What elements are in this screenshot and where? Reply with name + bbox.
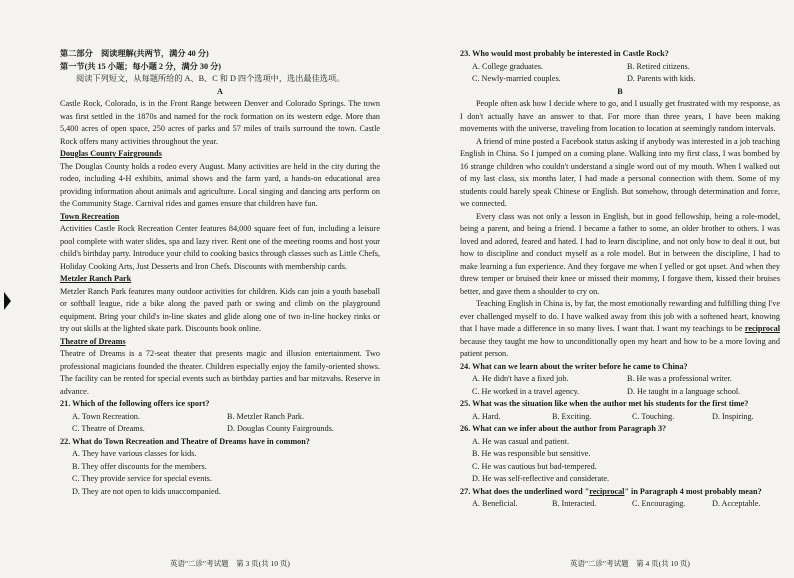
question-21: 21. Which of the following offers ice sport? xyxy=(60,399,210,408)
subsection-title: 第一节(共 15 小题；每小题 2 分，满分 30 分) xyxy=(60,61,222,71)
option: D. Douglas County Fairgrounds. xyxy=(227,424,334,433)
underlined-word: reciprocal xyxy=(589,486,625,496)
question-25-options xyxy=(460,411,780,424)
question-22-options xyxy=(60,448,380,498)
left-column xyxy=(60,48,380,498)
question-27 xyxy=(460,486,780,499)
option: C. Theatre of Dreams. xyxy=(72,424,145,433)
section-text: Theatre of Dreams is a 72-seat theater that presents magic and illusion entertainment. Two professional magicians founded the theater. Children especially enjoy the family-oriented shows. The facility can be rented for special events such as birthday parties and bar mitzvahs. Reserve in advance. xyxy=(60,349,380,396)
section-heading: Theatre of Dreams xyxy=(60,336,126,346)
question-22: 22. What do Town Recreation and Theatre of Dreams have in common? xyxy=(60,436,310,446)
underlined-word: reciprocal xyxy=(744,324,780,333)
option: D. They are not open to kids unaccompanied. xyxy=(72,486,221,496)
section-text: The Douglas County holds a rodeo every August. Many activities are held in the city during the rodeo, including 4-H exhibits, animal shows and the farm yard, a hands-on educational area providing information about animals and agriculture. Local singing and dancing arts perform on the Community Stage. Carnival rides and games ensure that children have fun. xyxy=(60,161,380,208)
question-24: 24. What can we learn about the writer before he came to China? xyxy=(460,361,688,371)
section-title: 第二部分 阅读理解(共两节，满分 40 分) xyxy=(60,49,209,58)
paragraph-4-end: because they taught me how to unconditionally open my heart and how to be a more loving and patient person. xyxy=(460,336,780,358)
option: B. Exciting. xyxy=(552,411,592,421)
question-23-options xyxy=(460,61,780,86)
question-24-options xyxy=(460,373,780,398)
passage-intro: Castle Rock, Colorado, is in the Front Range between Denver and Colorado Springs. The town was first settled in the 1870s and named for the rock formation on its western edge. More than 5,400 acres of open space, 250 acres of parks and 57 miles of trails surround the town. Castle Rock offers many activities throughout the year. xyxy=(60,99,380,146)
option: C. Newly-married couples. xyxy=(472,74,561,83)
question-27-options xyxy=(460,498,780,511)
question-21-options xyxy=(60,411,380,436)
section-text: Activities Castle Rock Recreation Center features 84,000 square feet of fun, including a leisure pool complete with water slides, spa and lazy river. Rent one of the meeting rooms and host your child's birthday party. Introduce your child to cooking basics through classes such as Little Chefs, Holiday Cooking Arts, Just Desserts and Iron Chefs. Discounts with membership cards. xyxy=(60,224,380,271)
page-edge-marker xyxy=(4,292,11,310)
page-footer-left: 英语"二诊"考试题 第 3 页(共 10 页) xyxy=(170,559,290,568)
option: A. He didn't have a fixed job. xyxy=(472,374,569,383)
option: A. He was casual and patient. xyxy=(472,436,570,446)
option: B. He was responsible but sensitive. xyxy=(472,449,591,458)
option: C. Encouraging. xyxy=(632,499,686,508)
paragraph-4 xyxy=(460,298,780,361)
option: B. Metzler Ranch Park. xyxy=(227,411,305,421)
option: A. Town Recreation. xyxy=(72,411,140,421)
question-26-options xyxy=(460,436,780,486)
paragraph-4-start: Teaching English in China is, by far, the most emotionally rewarding and fulfilling thing I've ever challenged myself to do. I have walked away from this job with a softened heart, knowing that I have made a difference in so many lives. I want that. I want my teachings to be xyxy=(460,299,780,333)
section-heading: Douglas County Fairgrounds xyxy=(60,149,162,158)
option: B. He was a professional writer. xyxy=(627,374,732,383)
option: B. Interacted. xyxy=(552,499,597,508)
option: A. College graduates. xyxy=(472,61,543,71)
option: D. Acceptable. xyxy=(712,499,761,508)
right-column xyxy=(460,48,780,511)
option: D. Inspiring. xyxy=(712,411,754,421)
section-heading: Town Recreation xyxy=(60,211,120,221)
option: A. Hard. xyxy=(472,411,501,421)
option: A. They have various classes for kids. xyxy=(72,449,197,458)
option: C. He was cautious but bad-tempered. xyxy=(472,461,597,471)
question-27-end: " in Paragraph 4 most probably mean? xyxy=(624,486,762,496)
question-25: 25. What was the situation like when the author met his students for the first time? xyxy=(460,399,749,408)
instruction: 阅读下列短文，从每题所给的 A、B、C 和 D 四个选项中，选出最佳选项。 xyxy=(76,74,345,83)
section-heading: Metzler Ranch Park xyxy=(60,274,132,283)
option: D. He taught in a language school. xyxy=(627,386,741,396)
section-text: Metzler Ranch Park features many outdoor activities for children. Kids can join a youth baseball or softball league, ride a bike along the paved path or swing and climb on the playground equipment. Bring your child's in-line skates and glide along one of two in-line hockey rinks or try out skills at the lighted skate park. Discounts book online. xyxy=(60,286,380,333)
option: D. He was self-reflective and considerate. xyxy=(472,474,610,483)
option: B. They offer discounts for the members. xyxy=(72,461,207,471)
page-footer-right: 英语"二诊"考试题 第 4 页(共 10 页) xyxy=(570,559,690,568)
passage-label-a: A xyxy=(217,86,223,96)
option: C. They provide service for special events. xyxy=(72,474,212,483)
option: B. Retired citizens. xyxy=(627,61,690,71)
paragraph-3: Every class was not only a lesson in English, but in good fellowship, being a role-model, being a parent, and being a friend. I became a father to some, an older brother to others. I was loved and adored, feared and hated. I had to learn discipline, and not only how to deal it out, but how to discipline and conduct myself as a role model. But in between the discipline, I had to make learning a fun experience. And they forgave me when I yelled or got upset. And when they threw temper or bruised their knee or missed their mommy, I forgave them, kissed their bruises better, and gave them a shoulder to cry on. xyxy=(460,211,780,296)
option: D. Parents with kids. xyxy=(627,74,696,83)
passage-label-b: B xyxy=(617,86,623,96)
question-26: 26. What can we infer about the author from Paragraph 3? xyxy=(460,424,667,433)
paragraph-1: People often ask how I decide where to go, and I usually get frustrated with my response, as I don't actually have an answer to that. For more than three years, I have been making movements with the universe, traveling from location to location at seemingly random intervals. xyxy=(460,99,780,133)
question-23: 23. Who would most probably be interested in Castle Rock? xyxy=(460,49,669,58)
paragraph-2: A friend of mine posted a Facebook status asking if anybody was interested in a job teaching English in China. So I jumped on a coming plane. Walking into my first class, I was bombed by 16 strange children who couldn't understand a single word out of my mouth. When I walked out of my last class, six months later, I had made a personal connection with them. Some of my students could barely speak Chinese or English. But somehow, through determination and force, we connected. xyxy=(460,136,780,208)
option: C. He worked in a travel agency. xyxy=(472,386,580,396)
question-27-start: 27. What does the underlined word " xyxy=(460,486,590,496)
option: C. Touching. xyxy=(632,411,675,421)
option: A. Beneficial. xyxy=(472,499,518,508)
